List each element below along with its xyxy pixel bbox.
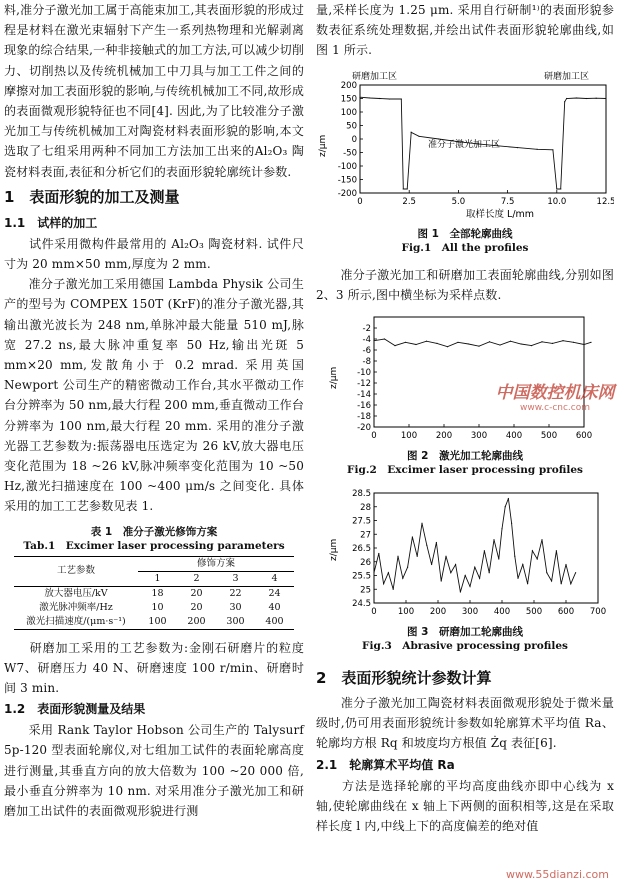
y-tick-label: -100 [337, 161, 357, 172]
x-tick-label: 100 [400, 431, 418, 442]
profile-point [552, 343, 553, 344]
profile-point [508, 498, 509, 499]
table-row-label: 放大器电压/kV [44, 587, 108, 599]
x-tick-label: 2.5 [402, 196, 416, 207]
y-tick-label: -200 [337, 188, 357, 199]
table-row [14, 601, 294, 615]
x-tick-label: 400 [505, 431, 523, 442]
y-tick-label: 0 [351, 134, 357, 145]
profile-point [531, 345, 532, 346]
table-cell: 20 [190, 587, 203, 599]
table-cell: 100 [148, 615, 167, 627]
table-cell: 10 [151, 601, 164, 613]
profile-point [570, 583, 571, 584]
subsection-2-1-heading: 2.1 轮廓算术平均值 Ra [316, 757, 455, 772]
table-row-label: 激光脉冲频率/Hz [39, 601, 113, 613]
parameter-table [14, 556, 294, 630]
profile-point [484, 550, 485, 551]
profile-point [402, 578, 403, 579]
table-head-plan: 修饰方案 [138, 556, 294, 571]
fig2-caption-cn: 图 2 激光加工轮廓曲线 [407, 450, 523, 463]
profile-line [374, 339, 591, 347]
profile-point [478, 346, 479, 347]
profile-point [441, 580, 442, 581]
figure-1-chart [316, 65, 614, 221]
x-tick-label: 0 [371, 431, 377, 442]
x-tick-label: 12.5 [596, 196, 614, 207]
y-tick-label: -20 [357, 423, 371, 434]
profile-point [514, 556, 515, 557]
x-tick-label: 300 [461, 607, 479, 618]
profile-point [532, 550, 533, 551]
profile-point [479, 578, 480, 579]
y-tick-label: 50 [346, 121, 357, 132]
profile-point [511, 523, 512, 524]
profile-point [378, 553, 379, 554]
y-tick-label: 28.5 [352, 489, 371, 500]
fig1-caption-en: Fig.1 All the profiles [401, 241, 529, 254]
section-2-paragraph: 准分子激光加工陶瓷材料表面微观形貌处于微米量级时,仍可用表面形貌统计参数如轮廓算术平均值 Ra、轮廓均方根 Rq 和坡度均方根值 Żq 表征[6]. [316, 696, 614, 751]
profile-point [436, 542, 437, 543]
profile-point [418, 135, 419, 136]
profile-point [394, 345, 395, 346]
profile-point [393, 589, 394, 590]
y-tick-label: -150 [337, 175, 357, 186]
section-2-1-paragraph: 方法是选择轮廓的平均高度曲线亦即中心线为 x 轴,使轮廓曲线在 x 轴上下两侧的面积相等,这是在采取样长度 l 内,中线上下的高度偏差的绝对值 [316, 778, 614, 834]
profile-point [546, 572, 547, 573]
profile-point [407, 188, 408, 189]
profile-point [468, 343, 469, 344]
figure-2-chart [316, 309, 614, 449]
fig1-ylabel: z/μm [318, 134, 328, 157]
x-tick-label: 7.5 [500, 196, 515, 207]
section-2-heading: 2 表面形貌统计参数计算 [316, 669, 492, 688]
y-tick-label: 25.5 [352, 571, 371, 582]
profile-point [388, 572, 389, 573]
profile-point [447, 346, 448, 347]
watermark-logo-cn: 中国数控机床网 [495, 383, 615, 403]
y-tick-label: -18 [357, 412, 371, 423]
profile-point [562, 340, 563, 341]
profile-point [561, 583, 562, 584]
profile-point [551, 580, 552, 581]
profile-point [455, 564, 456, 565]
profile-point [560, 188, 561, 189]
table-cell: 40 [268, 601, 281, 613]
profile-point [489, 341, 490, 342]
profile-point [369, 97, 370, 98]
profile-point [383, 583, 384, 584]
profile-point [469, 586, 470, 587]
y-tick-label: 150 [340, 94, 357, 105]
y-tick-label: 27.5 [352, 516, 371, 527]
fig2-ylabel: z/μm [329, 366, 339, 390]
table-col-header: 2 [193, 572, 200, 584]
profile-point [517, 578, 518, 579]
x-tick-label: 0 [371, 607, 377, 618]
profile-point [426, 341, 427, 342]
profile-point [510, 341, 511, 342]
profile-point [565, 564, 566, 565]
grinding-paragraph: 研磨加工采用的工艺参数为:金刚石研磨片的粒度 W7、研磨压力 40 N、研磨速度 100 r/min、研磨时间 3 min. [4, 640, 304, 696]
profile-point [590, 342, 591, 343]
profile-point [436, 343, 437, 344]
fig1-caption-cn: 图 1 全部轮廓曲线 [417, 227, 513, 240]
profile-point [417, 556, 418, 557]
y-tick-label: 25 [360, 585, 371, 596]
profile-point [389, 98, 390, 99]
table-title-en: Tab.1 Excimer laser processing parameters [23, 539, 285, 552]
y-tick-label: -2 [362, 324, 371, 335]
profile-point [457, 342, 458, 343]
profile-point [499, 344, 500, 345]
table-title-cn: 表 1 准分子激光修饰方案 [90, 525, 218, 538]
profile-point [450, 572, 451, 573]
x-tick-label: 400 [493, 607, 511, 618]
y-tick-label: 24.5 [352, 599, 371, 610]
table-cell: 22 [229, 587, 242, 599]
subsection-1-2-heading: 1.2 表面形貌测量及结果 [4, 702, 146, 717]
profile-point [596, 97, 597, 98]
x-tick-label: 300 [470, 431, 488, 442]
table-col-header: 1 [154, 572, 161, 584]
table-cell: 24 [268, 587, 281, 599]
table-cell: 18 [151, 587, 164, 599]
profile-point [498, 558, 499, 559]
profile-point [552, 149, 553, 150]
profile-point [527, 583, 528, 584]
x-tick-label: 10.0 [547, 196, 567, 207]
y-tick-label: 100 [340, 107, 357, 118]
x-tick-label: 600 [557, 607, 575, 618]
y-tick-label: -4 [362, 335, 371, 346]
profile-point [522, 564, 523, 565]
y-tick-label: -6 [362, 346, 371, 357]
profile-point [605, 98, 606, 99]
profile-point [566, 98, 567, 99]
profile-point [373, 572, 374, 573]
profile-point [586, 98, 587, 99]
profile-point [397, 556, 398, 557]
left-column [4, 0, 304, 821]
fig1-xlabel: 取样长度 L/mm [466, 208, 535, 220]
profile-point [537, 148, 538, 149]
figure-3-chart [316, 485, 614, 625]
plot-frame [374, 493, 598, 603]
table-cell: 400 [265, 615, 284, 627]
right-top-paragraph: 量,采样长度为 1.25 μm. 采用自行研制¹⁾的表面形貌参数表征系统处理数据,并绘出试件表面形貌轮廓曲线,如图 1 所示. [316, 3, 614, 58]
watermark-footer-url: www.55dianzi.com [505, 868, 609, 881]
table-head-param: 工艺参数 [56, 565, 95, 577]
y-tick-label: 28 [360, 502, 371, 513]
fig1-label-mid: 准分子激光加工区 [428, 139, 501, 150]
table-row [14, 615, 294, 630]
table-col-header: 4 [271, 572, 278, 584]
profile-point [505, 506, 506, 507]
profile-point [564, 101, 565, 102]
subsection-1-1-heading: 1.1 试样的加工 [4, 215, 98, 230]
y-tick-label: -10 [357, 368, 371, 379]
profile-point [405, 342, 406, 343]
table-row [14, 586, 294, 601]
x-tick-label: 0 [357, 196, 363, 207]
profile-point [359, 96, 360, 97]
profile-point [489, 572, 490, 573]
intro-paragraph: 料,准分子激光加工属于高能束加工,其表面形貌的形成过程是材料在激光束辐射下产生一系列热物理和光解剥离现象的综合结果,一种非接触式的加工方法,可以减少切削力、切削热以及传统机械加工中刀具与加工工件之间的摩擦对加工表面形貌的影响,与传统机械加工不同,故形成的表面微观形貌特征也不同[4]. 因此,为了比较准分子激光加工与传统机械加工对陶瓷材料表面形貌的影响,本文选取了七组采用两种不同加工方法加工出来的Al₂O₃ 陶瓷材料表面,表征和分析它们的表面形貌轮廓统计参数. [4, 3, 304, 179]
profile-point [537, 558, 538, 559]
profile-point [556, 188, 557, 189]
profile-point [541, 341, 542, 342]
y-tick-label: -14 [357, 390, 371, 401]
profile-point [421, 523, 422, 524]
table-1 [4, 525, 304, 630]
x-tick-label: 100 [397, 607, 415, 618]
x-tick-label: 200 [429, 607, 447, 618]
profile-point [465, 575, 466, 576]
x-tick-label: 200 [435, 431, 453, 442]
table-col-header: 3 [232, 572, 239, 584]
fig3-ylabel: z/μm [329, 538, 339, 562]
profile-point [493, 539, 494, 540]
y-tick-label: 200 [340, 80, 357, 91]
watermark-logo-url: www.c-cnc.com [520, 403, 590, 413]
figure-2 [316, 309, 614, 449]
table-cell: 30 [229, 601, 242, 613]
profile-point [575, 572, 576, 573]
fig3-caption-en: Fig.3 Abrasive processing profiles [362, 640, 568, 653]
table-cell: 200 [187, 615, 206, 627]
x-tick-label: 5.0 [451, 196, 466, 207]
profile-point [407, 567, 408, 568]
fig2-caption-en: Fig.2 Excimer laser processing profiles [347, 464, 583, 477]
y-tick-label: 27 [360, 530, 371, 541]
profile-point [379, 98, 380, 99]
fig1-label-left: 研磨加工区 [352, 71, 398, 82]
table-cell: 20 [190, 601, 203, 613]
x-tick-label: 600 [575, 431, 593, 442]
profile-point [431, 564, 432, 565]
profile-point [401, 98, 402, 99]
laser-paragraph: 准分子激光加工采用德国 Lambda Physik 公司生产的型号为 COMPEX 150T (KrF)的准分子激光器,其输出激光波长为 248 nm,单脉冲最大能量 510 mJ,脉宽 27.2 ns,最大脉冲重复率 50 Hz,输出光斑 5 mm×20 mm,发散角小于 0.2 mrad. 采用英国 Newport 公司生产的精密微动工作台,其水平微动工作台分辨率为 50 nm,最大行程 200 mm,垂直微动工作台分辨率为 100 nm,最大行程 20 mm. 采用的准分子激光器工艺参数为:振荡器电压选定为 26 kV,放大器电压变化范围为 18 ~26 kV,脉冲频率变化范围为 10 ~50 Hz,激光扫描速度在 100 ~400 μm/s 之间变化. 具体采用的加工工艺参数见表 1. [4, 277, 304, 514]
x-tick-label: 500 [540, 431, 558, 442]
plot-frame [374, 317, 584, 427]
profile-point [373, 340, 374, 341]
profile-point [384, 338, 385, 339]
profile-point [576, 97, 577, 98]
table-row-label: 激光扫描速度/(μm·s⁻¹) [26, 615, 126, 627]
specimen-paragraph: 试件采用微构件最常用的 Al₂O₃ 陶瓷材料. 试件尺寸为 20 mm×50 mm,厚度为 2 mm. [4, 236, 304, 272]
profile-line [374, 499, 576, 593]
profile-point [474, 567, 475, 568]
profile-point [573, 342, 574, 343]
profile-point [445, 556, 446, 557]
measurement-paragraph: 采用 Rank Taylor Hobson 公司生产的 Talysurf 5p-120 型表面轮廓仪,对七组加工试件的表面轮廓高度进行测量,其垂直方向的放大倍数为 100 ~20 000 倍,最小垂直分辨率为 10 nm. 对采用准分子激光加工和研磨加工出试件的表面微观形貌进行测 [4, 723, 304, 819]
y-tick-label: 26.5 [352, 544, 371, 555]
profile-point [517, 147, 518, 148]
y-tick-label: 26 [360, 557, 371, 568]
figure-3 [316, 485, 614, 625]
profile-point [412, 536, 413, 537]
profile-point [415, 344, 416, 345]
fig1-label-right: 研磨加工区 [544, 71, 590, 82]
profile-point [556, 550, 557, 551]
x-tick-label: 500 [525, 607, 543, 618]
y-tick-label: -50 [343, 148, 357, 159]
y-tick-label: -16 [357, 401, 371, 412]
profile-point [501, 528, 502, 529]
right-mid-paragraph: 准分子激光加工和研磨加工表面轮廓曲线,分别如图 2、3 所示,图中横坐标为采样点数. [316, 267, 614, 302]
figure-1 [316, 65, 614, 221]
table-cell: 300 [226, 615, 245, 627]
profile-point [541, 539, 542, 540]
y-tick-label: -8 [362, 357, 371, 368]
profile-point [520, 343, 521, 344]
profile-point [583, 344, 584, 345]
profile-point [403, 188, 404, 189]
fig3-caption-cn: 图 3 研磨加工轮廓曲线 [407, 626, 523, 639]
x-tick-label: 700 [589, 607, 607, 618]
section-1-heading: 1 表面形貌的加工及测量 [4, 187, 180, 206]
y-tick-label: -12 [357, 379, 371, 390]
plot-frame [360, 85, 606, 193]
profile-point [460, 591, 461, 592]
profile-point [426, 545, 427, 546]
right-column [316, 0, 614, 836]
profile-point [411, 131, 412, 132]
